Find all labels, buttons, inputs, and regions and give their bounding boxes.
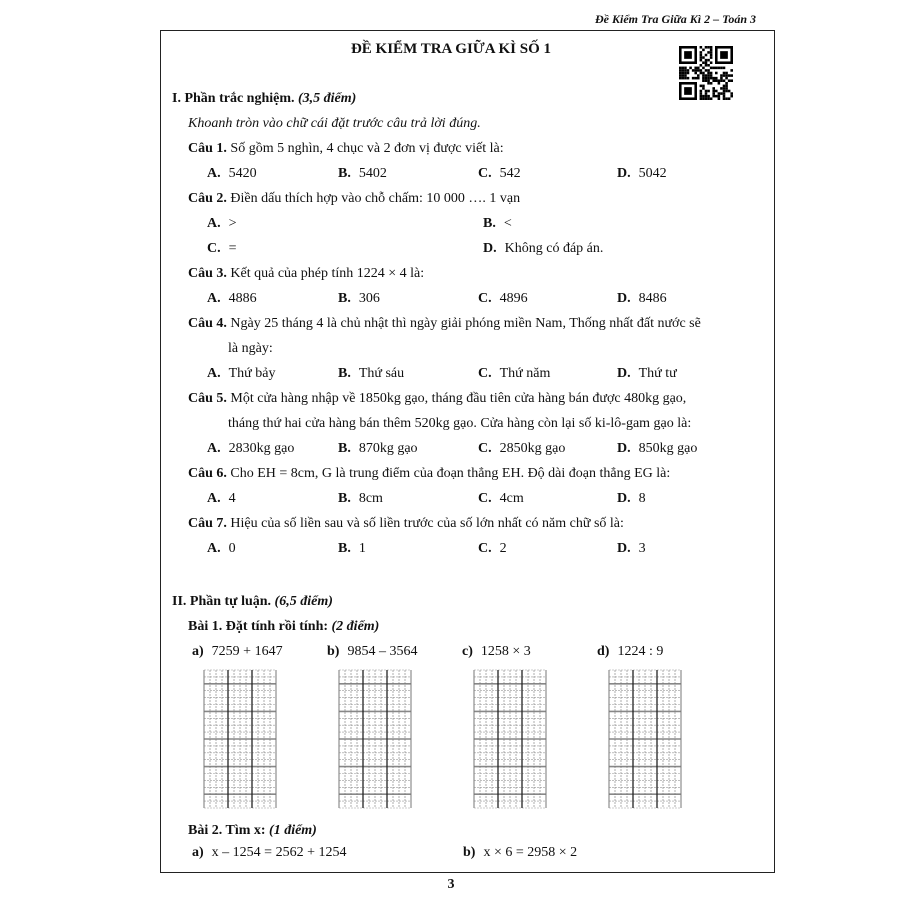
option-b[interactable] [338,540,366,558]
option-letter: C. [478,541,492,556]
bai1-heading [188,618,379,636]
option-a[interactable] [207,165,257,183]
grid-paper-a [202,669,278,809]
option-a[interactable] [207,440,294,458]
question-label: Câu 2. [188,191,227,206]
question-2 [188,190,520,208]
section2-heading [172,593,333,611]
running-header: Đề Kiểm Tra Giữa Kì 2 – Toán 3 [595,12,756,26]
option-text: 5042 [638,166,667,181]
option-letter: B. [338,166,351,181]
exam-title: ĐỀ KIỂM TRA GIỮA KÌ SỐ 1 [350,41,552,57]
option-c[interactable] [207,240,237,258]
instruction: Khoanh tròn vào chữ cái đặt trước câu trả lời đúng. [188,116,481,131]
bai1-item-c [462,643,531,661]
exercise-points: (2 điểm) [331,619,380,634]
item-expression: x × 6 = 2958 × 2 [483,845,578,860]
grid-paper-d [607,669,683,809]
question-label: Câu 1. [188,141,227,156]
option-d[interactable] [483,240,603,258]
option-letter: C. [478,491,492,506]
option-letter: D. [617,441,631,456]
option-text: Thứ năm [499,366,551,381]
option-a[interactable] [207,540,236,558]
option-c[interactable] [478,165,521,183]
option-letter: B. [338,491,351,506]
option-text: Thứ tư [638,366,677,381]
option-letter: D. [617,541,631,556]
option-c[interactable] [478,365,550,383]
section-points: (3,5 điểm) [298,91,357,106]
option-d[interactable] [617,365,677,383]
item-label: b) [463,845,476,860]
exercise-label: Bài 1. Đặt tính rồi tính: [188,619,329,634]
option-text: Thứ bảy [228,366,276,381]
option-letter: D. [617,366,631,381]
option-text: = [228,241,237,256]
option-b[interactable] [338,165,387,183]
option-text: 542 [499,166,521,181]
question-3 [188,265,424,283]
option-d[interactable] [617,290,667,308]
item-label: c) [462,644,473,659]
section-label: II. Phần tự luận. [172,594,272,609]
option-b[interactable] [483,215,512,233]
option-letter: C. [478,166,492,181]
question-4 [188,315,701,333]
option-c[interactable] [478,440,565,458]
option-letter: A. [207,491,221,506]
option-a[interactable] [207,290,257,308]
option-letter: C. [478,441,492,456]
section-label: I. Phần trắc nghiệm. [172,91,295,106]
page-number: 3 [447,877,455,892]
bai2-item-a [192,844,346,862]
option-letter: B. [338,441,351,456]
option-text: 5420 [228,166,257,181]
option-letter: D. [617,491,631,506]
question-label: Câu 3. [188,266,227,281]
item-label: a) [192,644,204,659]
item-label: b) [327,644,340,659]
item-expression: 1258 × 3 [480,644,531,659]
option-letter: C. [207,241,221,256]
bai1-item-b [327,643,417,661]
question-text: Một cửa hàng nhập về 1850kg gạo, tháng đầu tiên cửa hàng bán được 480kg gạo, [230,391,687,406]
question-text: Điền dấu thích hợp vào chỗ chấm: 10 000 …. 1 vạn [230,191,521,206]
question-text: Ngày 25 tháng 4 là chủ nhật thì ngày giải phóng miền Nam, Thống nhất đất nước sẽ [230,316,701,331]
option-b[interactable] [338,365,404,383]
option-text: Thứ sáu [358,366,405,381]
option-b[interactable] [338,490,383,508]
option-text: 8cm [358,491,383,506]
question-7 [188,515,624,533]
option-letter: D. [483,241,497,256]
option-letter: C. [478,291,492,306]
option-letter: A. [207,291,221,306]
option-d[interactable] [617,165,667,183]
option-letter: B. [338,366,351,381]
question-text: Số gồm 5 nghìn, 4 chục và 2 đơn vị được viết là: [230,141,504,156]
option-b[interactable] [338,440,418,458]
section-points: (6,5 điểm) [274,594,333,609]
option-letter: C. [478,366,492,381]
option-text: 1 [358,541,366,556]
option-letter: A. [207,216,221,231]
option-text: 3 [638,541,646,556]
option-letter: A. [207,166,221,181]
exercise-points: (1 điểm) [269,823,317,838]
option-a[interactable] [207,365,275,383]
option-b[interactable] [338,290,380,308]
option-text: Không có đáp án. [504,241,604,256]
option-c[interactable] [478,490,524,508]
option-d[interactable] [617,490,646,508]
section1-heading [172,90,356,108]
option-text: 4 [228,491,236,506]
option-text: 4886 [228,291,257,306]
question-label: Câu 4. [188,316,227,331]
option-text: 850kg gạo [638,441,698,456]
exercise-label: Bài 2. Tìm x: [188,823,266,838]
item-label: a) [192,845,204,860]
option-text: 5402 [358,166,387,181]
option-letter: A. [207,541,221,556]
option-text: 8486 [638,291,667,306]
bai2-heading [188,822,317,840]
option-text: < [503,216,512,231]
option-letter: D. [617,166,631,181]
question-text: Kết quả của phép tính 1224 × 4 là: [230,266,425,281]
option-letter: A. [207,441,221,456]
question-text-cont: tháng thứ hai cửa hàng bán thêm 520kg gạo. Cửa hàng còn lại số ki-lô-gam gạo là: [228,416,692,431]
option-text: 8 [638,491,646,506]
question-label: Câu 5. [188,391,227,406]
bai2-item-b [463,844,577,862]
item-expression: 9854 – 3564 [347,644,418,659]
question-6 [188,465,670,483]
option-text: 306 [358,291,380,306]
option-letter: B. [338,541,351,556]
option-letter: A. [207,366,221,381]
item-expression: 7259 + 1647 [211,644,283,659]
question-text: Hiệu của số liền sau và số liền trước của số lớn nhất có năm chữ số là: [230,516,624,531]
option-text: 0 [228,541,236,556]
bai1-item-d [597,643,663,661]
option-letter: D. [617,291,631,306]
option-d[interactable] [617,540,646,558]
grid-paper-b [337,669,413,809]
item-expression: x – 1254 = 2562 + 1254 [211,845,347,860]
item-label: d) [597,644,610,659]
question-label: Câu 7. [188,516,227,531]
question-text-cont: là ngày: [228,341,273,356]
option-text: 4cm [499,491,524,506]
option-text: 4896 [499,291,528,306]
option-text: 2830kg gạo [228,441,295,456]
item-expression: 1224 : 9 [617,644,664,659]
option-text: 2850kg gạo [499,441,566,456]
option-text: > [228,216,237,231]
option-d[interactable] [617,440,697,458]
grid-paper-c [472,669,548,809]
option-c[interactable] [478,290,528,308]
option-a[interactable] [207,215,237,233]
option-text: 2 [499,541,507,556]
option-text: 870kg gạo [358,441,418,456]
question-5 [188,390,686,408]
question-1 [188,140,504,158]
option-c[interactable] [478,540,507,558]
qr-code-icon [679,46,733,100]
bai1-item-a [192,643,283,661]
option-letter: B. [338,291,351,306]
question-label: Câu 6. [188,466,227,481]
option-a[interactable] [207,490,236,508]
option-letter: B. [483,216,496,231]
question-text: Cho EH = 8cm, G là trung điểm của đoạn thẳng EH. Độ dài đoạn thẳng EG là: [230,466,671,481]
